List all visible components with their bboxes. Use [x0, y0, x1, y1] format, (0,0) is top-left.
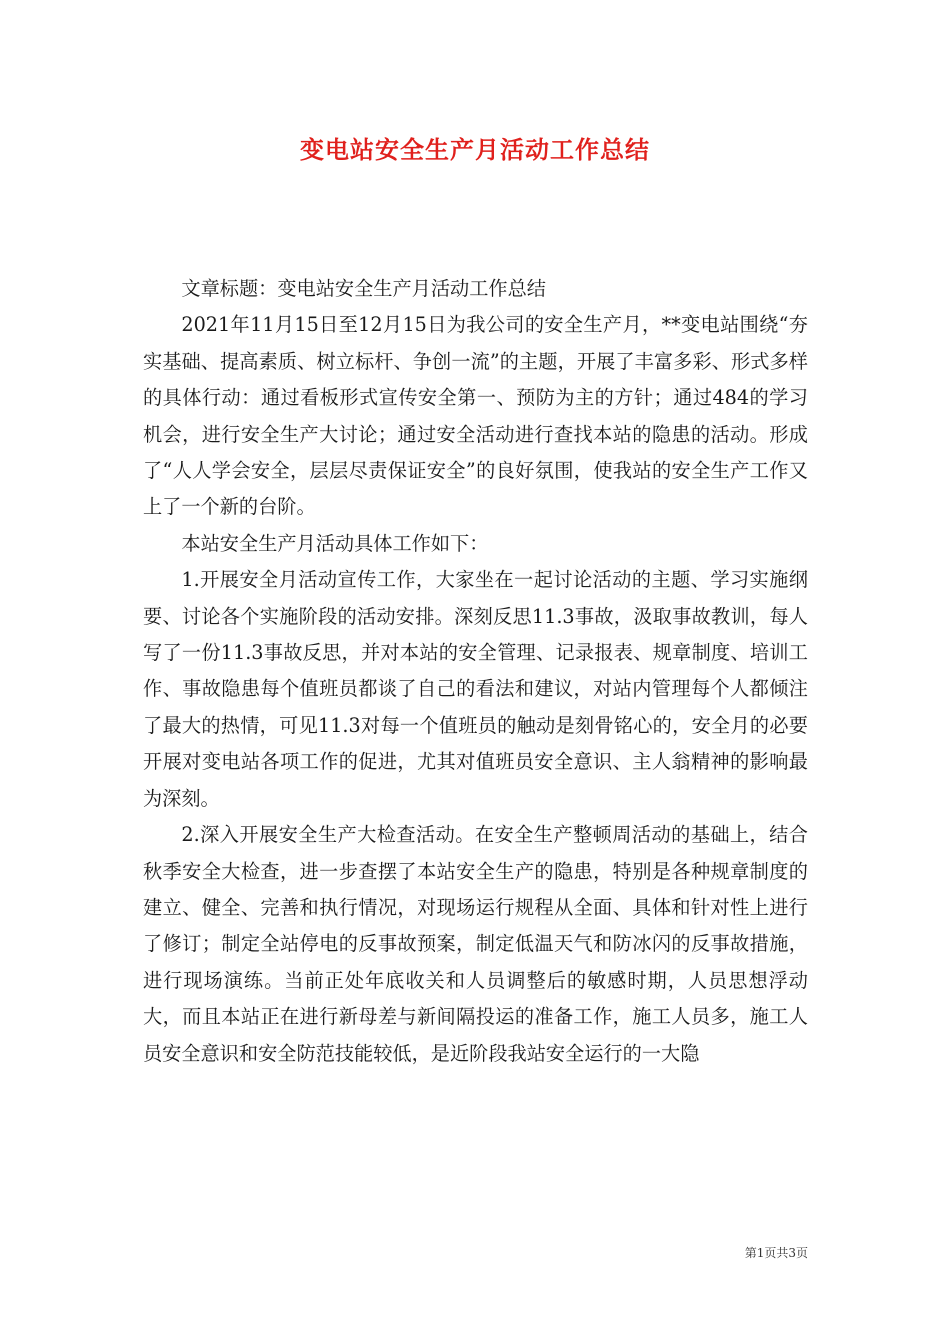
paragraph-article-title: 文章标题：变电站安全生产月活动工作总结	[181, 277, 546, 300]
paragraph-intro: 2021年11月15日至12月15日为我公司的安全生产月，**变电站围绕“夯实基础、提高素质、树立标杆、争创一流”的主题，开展了丰富多彩、形式多样的具体行动：通过看板形式宣传安全第一、预防为主的方针；通过484的学习机会，进行安全生产大讨论；通过安全活动进行查找本站的隐患的活动。形成了“人人学会安全，层层尽责保证安全”的良好氛围，使我站的安全生产工作又上了一个新的台阶。	[143, 313, 808, 519]
paragraph-work-heading: 本站安全生产月活动具体工作如下：	[181, 531, 489, 555]
paragraph-item-2: 2.深入开展安全生产大检查活动。在安全生产整顿周活动的基础上，结合秋季安全大检查，进一步查摆了本站安全生产的隐患，特别是各种规章制度的建立、健全、完善和执行情况，对现场运行规程从全面、具体和针对性上进行了修订；制定全站停电的反事故预案，制定低温天气和防冰闪的反事故措施，进行现场演练。当前正处年底收关和人员调整后的敏感时期，人员思想浮动大，而且本站正在进行新母差与新间隔投运的准备工作，施工人员多，施工人员安全意识和安全防范技能较低，是近阶段我站安全运行的一大隐	[143, 823, 808, 1065]
document-body	[143, 271, 808, 1072]
document-title: 变电站安全生产月活动工作总结	[300, 135, 650, 164]
page-number: 第1页共3页	[744, 1246, 808, 1260]
paragraph-item-1: 1.开展安全月活动宣传工作，大家坐在一起讨论活动的主题、学习实施纲要、讨论各个实施阶段的活动安排。深刻反思11.3事故，汲取事故教训，每人写了一份11.3事故反思，并对本站的安全管理、记录报表、规章制度、培训工作、事故隐患每个值班员都谈了自己的看法和建议，对站内管理每个人都倾注了最大的热情，可见11.3对每一个值班员的触动是刻骨铭心的，安全月的必要开展对变电站各项工作的促进，尤其对值班员安全意识、主人翁精神的影响最为深刻。	[143, 568, 808, 810]
